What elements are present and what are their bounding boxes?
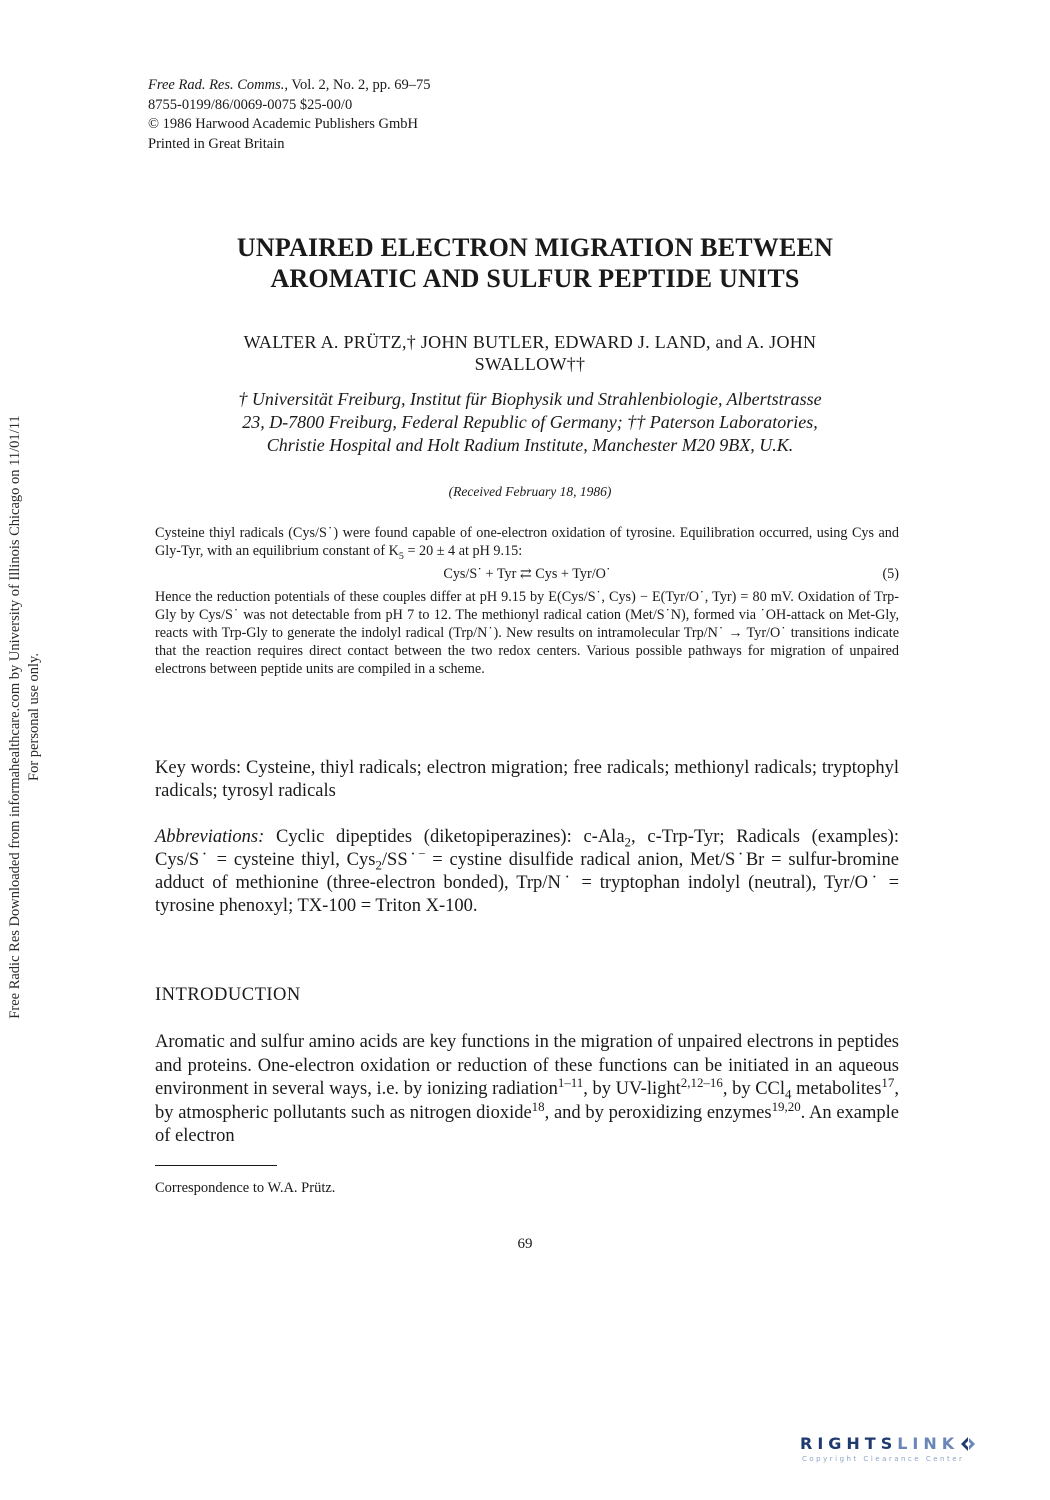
journal-header [148, 76, 430, 154]
keywords: Key words: Cysteine, thiyl radicals; electron migration; free radicals; methionyl radicals; tryptophyl radicals; tyrosyl radicals [155, 758, 899, 801]
page-number: 69 [517, 1236, 533, 1252]
article-code: 8755-0199/86/0069-0075 $25-00/0 [148, 96, 353, 113]
citation-ref: 19,20 [771, 1098, 801, 1114]
abbreviations-label: Abbreviations: [155, 827, 265, 847]
watermark-line-1: Free Radic Res Downloaded from informahealthcare.com by University of Illinois Chicago on 11/01/11 [7, 415, 23, 1019]
copyright-line: © 1986 Harwood Academic Publishers GmbH [148, 116, 418, 132]
citation-ref: 2,12–16 [680, 1074, 723, 1090]
rightslink-subtitle: Copyright Clearance Center [802, 1455, 965, 1463]
title-line-1: UNPAIRED ELECTRON MIGRATION BETWEEN [236, 233, 834, 262]
affiliation-line-3: Christie Hospital and Holt Radium Institute, Manchester M20 9BX, U.K. [266, 435, 794, 455]
citation-ref: 17 [881, 1074, 895, 1090]
rightslink-word-link: LINK [897, 1434, 960, 1453]
authors-line-1: WALTER A. PRÜTZ,† JOHN BUTLER, EDWARD J. LAND, and A. JOHN [243, 332, 817, 352]
article-title [120, 232, 950, 294]
citation-line [148, 76, 430, 96]
section-heading-introduction: INTRODUCTION [155, 985, 301, 1005]
equation-5 [155, 562, 899, 586]
affiliation-line-1: † Universität Freiburg, Institut für Biophysik und Strahlenbiologie, Albertstrasse [238, 389, 822, 409]
abstract [155, 524, 899, 678]
citation-ref: 18 [531, 1098, 545, 1114]
journal-name: Free Rad. Res. Comms. [148, 77, 285, 93]
equation-number: (5) [882, 566, 899, 582]
footnote-divider [155, 1165, 277, 1166]
introduction-paragraph: Aromatic and sulfur amino acids are key functions in the migration of unpaired electrons in peptides and proteins. One-electron oxidation or reduction of these functions can be initiated in an aqueous environment in several ways, i.e. by ionizing radiation$^{1-11}$, by UV-light$^{2,12-16}$, by CCl$_4$ metabolites$^{17}$, by atmospheric pollutants such as nitrogen dioxide$^{18}$, and by peroxidizing enzymes$^{19,20}$. An example of electron [155, 1032, 899, 1146]
citation-ref: 1–11 [557, 1074, 584, 1090]
abbreviations: Abbreviations: Cyclic dipeptides (diketopiperazines): c-Ala$_2$, c-Trp-Tyr; Radicals (examples): Cys/S˙ = cysteine thiyl, Cys$_2$/SS˙− = cystine disulfide radical anion, Met/S˙Br = sulfur-bromine adduct of methionine (three-electron bonded), Trp/N˙ = tryptophan indolyl (neutral), Tyr/O˙ = tyrosine phenoxyl; TX-100 = Triton X-100. [155, 827, 899, 916]
rightslink-chevron-icon [959, 1434, 977, 1454]
abstract-paragraph-1: Cysteine thiyl radicals (Cys/S˙) were found capable of one-electron oxidation of tyrosine. Equilibration occurred, using Cys and Gly-Tyr, with an equilibrium constant of $K_5 = 20 \pm 4$ at pH 9.15: [155, 525, 899, 562]
title-line-2: AROMATIC AND SULFUR PEPTIDE UNITS [270, 264, 800, 293]
printed-line: Printed in Great Britain [148, 135, 285, 152]
abstract-paragraph-2: Hence the reduction potentials of these couples differ at pH 9.15 by E(Cys/S˙, Cys) − E(Tyr/O˙, Tyr) = 80 mV. Oxidation of Trp-Gly by Cys/S˙ was not detectable from pH 7 to 12. The methionyl radical cation (Met/S˙N), formed via ˙OH-attack on Met-Gly, reacts with Trp-Gly to generate the indolyl radical (Trp/N˙). New results on intramolecular Trp/N˙ → Tyr/O˙ transitions indicate that the reaction requires direct contact between the two redox centers. Various possible pathways for migration of unpaired electrons between peptide units are compiled in a scheme. [155, 589, 899, 677]
rightslink-logo[interactable] [800, 1434, 1030, 1474]
correspondence-footnote: Correspondence to W.A. Prütz. [155, 1180, 336, 1196]
download-watermark [0, 372, 50, 1062]
received-date: (Received February 18, 1986) [448, 484, 612, 499]
affiliations [140, 388, 920, 457]
watermark-line-2: For personal use only. [26, 653, 42, 781]
volume-pages: , Vol. 2, No. 2, pp. 69–75 [284, 77, 431, 93]
affiliation-line-2: 23, D-7800 Freiburg, Federal Republic of Germany; †† Paterson Laboratories, [242, 412, 818, 432]
equation-body: Cys/S˙ + Tyr ⇄ Cys + Tyr/O˙ [443, 566, 611, 582]
author-list [160, 331, 900, 375]
rightslink-word-rights: RIGHTS [800, 1434, 898, 1453]
authors-line-2: SWALLOW†† [474, 354, 586, 374]
